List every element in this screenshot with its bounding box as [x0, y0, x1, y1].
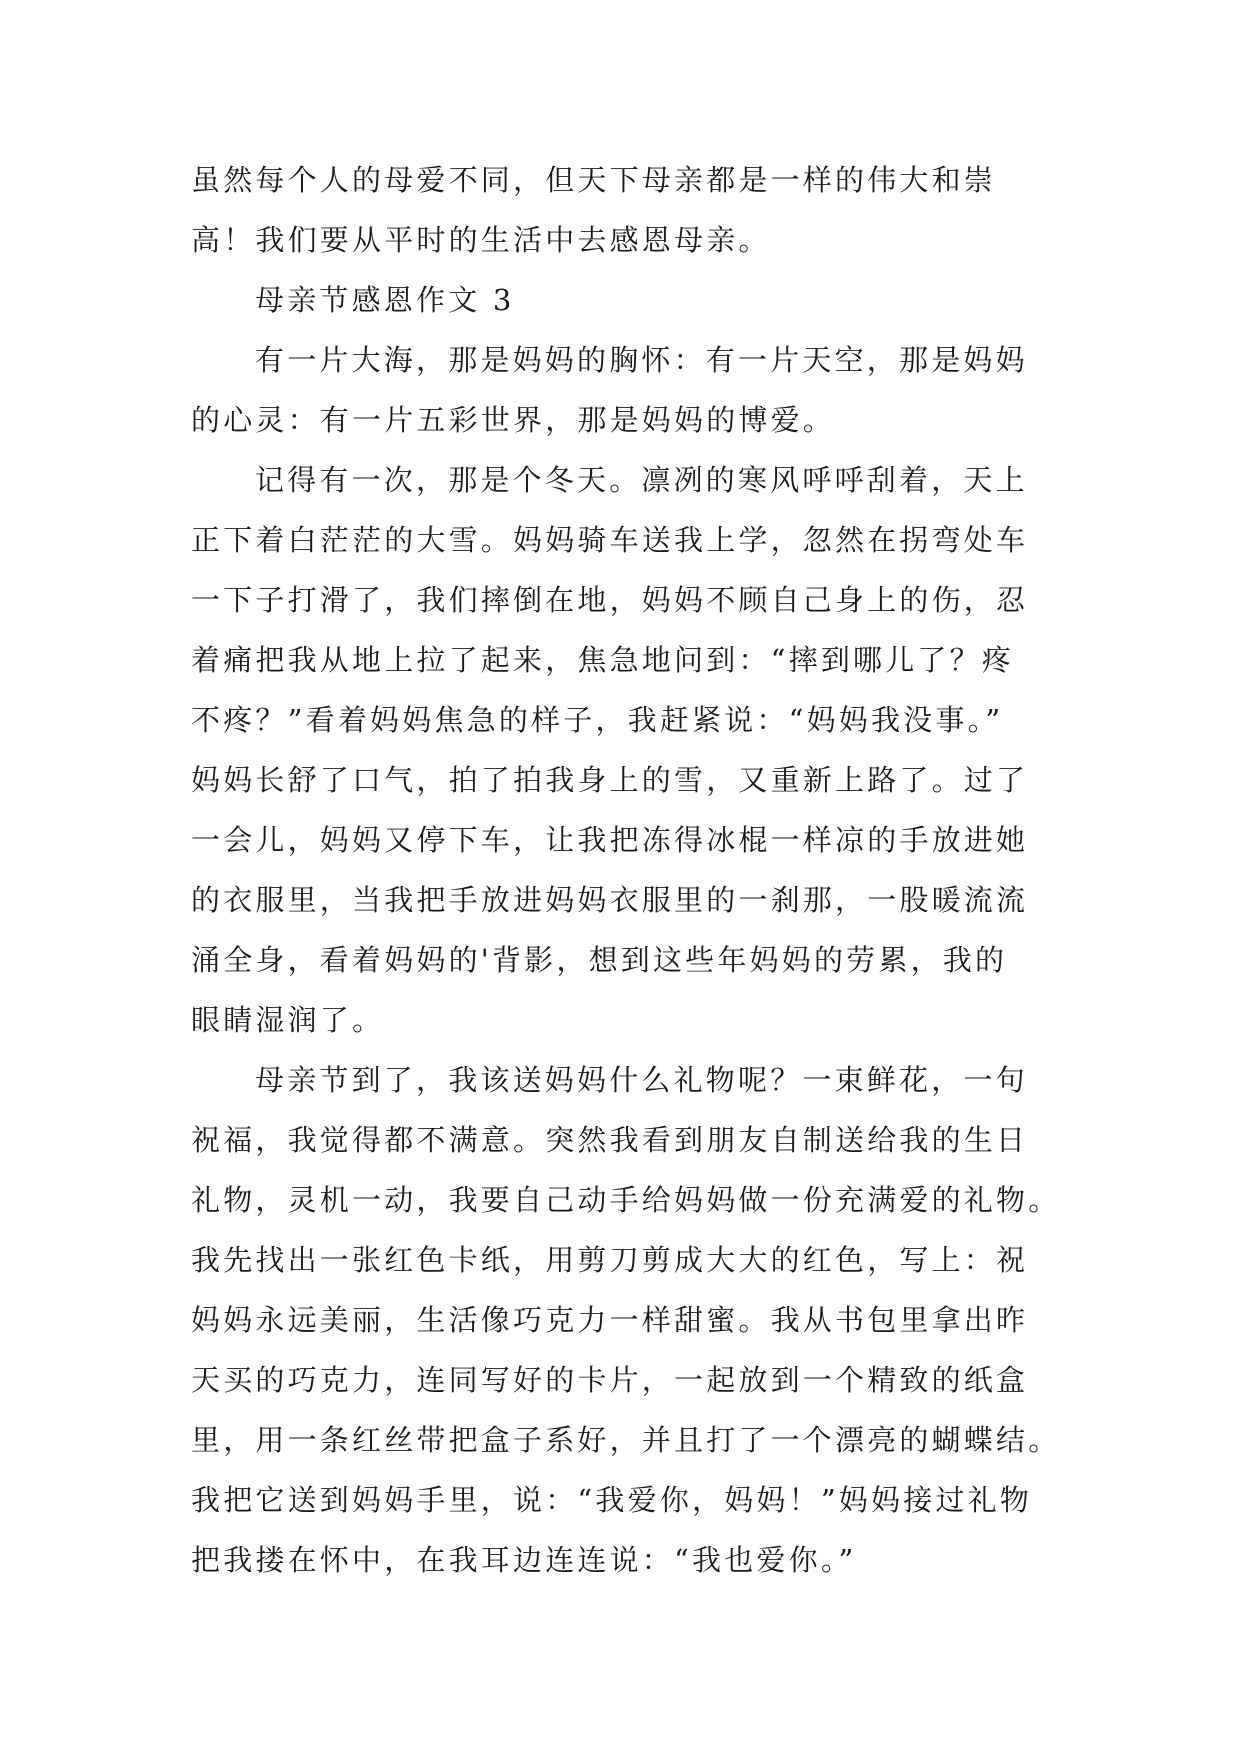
text-line: 里，用一条红丝带把盒子系好，并且打了一个漂亮的蝴蝶结。: [191, 1423, 1061, 1457]
text-line: 的衣服里，当我把手放进妈妈衣服里的一刹那，一股暖流流: [191, 883, 1029, 917]
text-line: 一会儿，妈妈又停下车，让我把冻得冰棍一样凉的手放进她: [191, 823, 1029, 857]
text-line: 记得有一次，那是个冬天。凛冽的寒风呼呼刮着，天上: [255, 463, 1028, 497]
text-line: 涌全身，看着妈妈的'背影，想到这些年妈妈的劳累，我的: [191, 943, 1008, 977]
text-line: 把我搂在怀中，在我耳边连连说：“我也爱你。”: [191, 1543, 857, 1577]
text-line: 祝福，我觉得都不满意。突然我看到朋友自制送给我的生日: [191, 1123, 1029, 1157]
text-line: 虽然每个人的母爱不同，但天下母亲都是一样的伟大和崇: [191, 163, 997, 197]
text-line: 的心灵：有一片五彩世界，那是妈妈的博爱。: [191, 403, 836, 437]
text-line: 着痛把我从地上拉了起来，焦急地问到：“摔到哪儿了？疼: [191, 643, 1015, 677]
text-line: 天买的巧克力，连同写好的卡片，一起放到一个精致的纸盒: [191, 1363, 1029, 1397]
text-line: 妈妈永远美丽，生活像巧克力一样甜蜜。我从书包里拿出昨: [191, 1303, 1029, 1337]
text-line: 我先找出一张红色卡纸，用剪刀剪成大大的红色，写上：祝: [191, 1243, 1029, 1277]
text-line: 母亲节到了，我该送妈妈什么礼物呢？一束鲜花，一句: [255, 1063, 1028, 1097]
text-line: 高！我们要从平时的生活中去感恩母亲。: [191, 223, 771, 257]
text-line: 正下着白茫茫的大雪。妈妈骑车送我上学，忽然在拐弯处车: [191, 523, 1029, 557]
text-line: 眼睛湿润了。: [191, 1003, 385, 1037]
text-line: 礼物，灵机一动，我要自己动手给妈妈做一份充满爱的礼物。: [191, 1183, 1061, 1217]
text-line: 一下子打滑了，我们摔倒在地，妈妈不顾自己身上的伤，忍: [191, 583, 1029, 617]
text-line: 不疼？”看着妈妈焦急的样子，我赶紧说：“妈妈我没事。”: [191, 703, 1004, 737]
section-heading: 母亲节感恩作文 3: [255, 283, 515, 317]
text-line: 有一片大海，那是妈妈的胸怀：有一片天空，那是妈妈: [255, 343, 1028, 377]
text-line: 妈妈长舒了口气，拍了拍我身上的雪，又重新上路了。过了: [191, 763, 1029, 797]
document-body: [191, 150, 1061, 1590]
text-line: 我把它送到妈妈手里，说：“我爱你，妈妈！”妈妈接过礼物: [191, 1483, 1033, 1517]
